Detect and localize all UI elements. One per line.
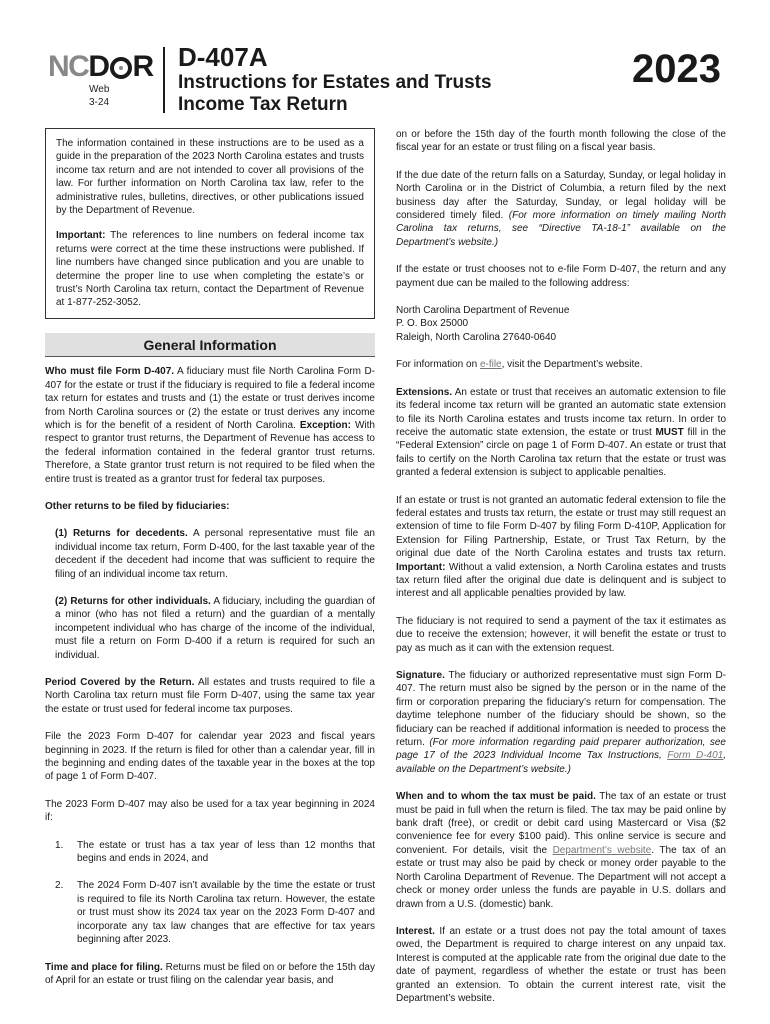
efile-paragraph xyxy=(396,358,726,371)
form-title-line1: Instructions for Estates and Trusts xyxy=(178,72,492,93)
extensions-paragraph xyxy=(396,386,726,480)
intro-paragraph: The information contained in these instructions are to be used as a guide in the preparation of the 2023 North Carolina estates and trusts income tax return and are not intended to cover all provisions of the law. For further information on North Carolina tax law, refer to the administrative rules, bulletins, directives, or other publications issued by the Department of Revenue. xyxy=(56,138,364,217)
exception-lead: Exception: xyxy=(299,419,351,431)
list-text: The estate or trust has a tax year of less than 12 months that begins and ends in 2024, and xyxy=(77,839,375,865)
form-code: D-407A xyxy=(178,42,268,72)
signature-lead: Signature. xyxy=(396,670,445,681)
list-text: The 2024 Form D-407 isn’t available by the time the estate or trust is required to file its North Carolina tax return. However, the estate or trust must show its 2024 tax year on the 2023 Form D-407 and incorporate any tax law changes that are effective for tax years beginning after 2023. xyxy=(77,880,375,946)
other-individuals-lead: (2) Returns for other individuals. xyxy=(55,595,211,607)
extensions-lead: Extensions. xyxy=(396,386,453,398)
section-heading: General Information xyxy=(45,333,375,357)
when-text-2: . The tax of an estate or trust may also be paid by check or money order payable to the North Carolina Department of Revenue. The Department will not accept a check or money order unless the funds are payable in U.S. dollars and drawn from a U.S. (domestic) bank. xyxy=(396,844,726,910)
list-item xyxy=(45,839,375,866)
must-emphasis: MUST xyxy=(655,426,684,438)
important-paragraph xyxy=(56,229,364,309)
form-title xyxy=(178,72,558,116)
address-line: Raleigh, North Carolina 27640-0640 xyxy=(396,331,557,343)
who-must-file xyxy=(45,365,375,486)
no-extension-important: Important: xyxy=(396,561,446,573)
important-lead: Important: xyxy=(56,230,106,242)
no-extension-text-2: Without a valid extension, a North Carolina estates and trusts tax return filed after the original due date is delinquent and is subject to interest and all applicable penalties provided by law. xyxy=(396,561,726,600)
form-title-line2: Income Tax Return xyxy=(178,94,348,115)
mailing-address xyxy=(396,304,726,344)
period-covered xyxy=(45,676,375,716)
who-text: A fiduciary must file North Carolina Form D-407 for the estate or trust if the fiduciary is required to file a federal income tax return for estates and trusts and (1) the estate or trust derives income from North Carolina sources or (2) the estate or trust derives any income which is for the benefit of a resident of North Carolina. xyxy=(45,366,375,431)
signature-text: The fiduciary or authorized representative must sign Form D-407. The return must also be signed by the person or in the name of the firm or corporation preparing the fiduciary’s return for compensation. The daytime telephone number of the fiduciary should be shown, so the fiduciary can be reached if additional information is needed to process the return. xyxy=(396,670,726,749)
important-text: The references to line numbers on federal income tax returns were correct at the time these instructions were published. If line numbers have changed since publication and you are unable to determine the proper line to use when completing the estate’s or trust’s North Carolina tax return, contact the Department of Revenue at 1-877-252-3052. xyxy=(56,230,364,309)
time-and-place xyxy=(45,961,375,988)
address-line: P. O. Box 25000 xyxy=(396,318,469,330)
no-extension-text: If an estate or trust is not granted an automatic federal extension to file the federal estates and trusts tax return, the estate or trust may still request an extension of time to file Form D-407 by filing Form D-410P, Application for Extension for Filing Partnership, Estate, or Trust Tax Return, by the original due date of the North Carolina estates and trusts tax return. xyxy=(396,494,726,560)
efile-post: , visit the Department’s website. xyxy=(501,359,643,371)
when-to-pay-paragraph xyxy=(396,790,726,911)
tax-year: 2023 xyxy=(632,47,721,91)
payment-paragraph: The fiduciary is not required to send a payment of the tax it estimates as due to receive the extension; however, it will benefit the estate or trust to pay as much as it can with the extension request. xyxy=(396,615,726,654)
page-header xyxy=(0,0,770,125)
due-date-text: If the due date of the return falls on a Saturday, Sunday, or legal holiday in North Carolina or in the District of Columbia, a return filed by the next business day after the Saturday, Sunday, or legal holiday will be considered timely filed. xyxy=(396,169,726,222)
signature-note-2: , available on the Department’s website.) xyxy=(396,750,726,775)
right-column xyxy=(396,128,726,1019)
efile-pre: For information on xyxy=(396,359,480,371)
extensions-text: An estate or trust that receives an automatic extension to file its federal income tax return will be granted an automatic state extension to file its North Carolina estates and trusts income tax return. In order to receive the automatic state extension, the estate or trust xyxy=(396,386,726,438)
who-lead: Who must file Form D-407. xyxy=(45,366,175,378)
list-number: 1. xyxy=(55,839,64,851)
mail-paragraph: If the estate or trust chooses not to e-file Form D-407, the return and any payment due can be mailed to the following address: xyxy=(396,264,726,289)
extensions-text-2: fill in the “Federal Extension” circle on page 1 of Form D-407. An estate or trust that fails to certify on the North Carolina tax return that the estate or trust was granted a federal extension is subject to applicable penalties. xyxy=(396,426,726,479)
signature-note: (For more information regarding paid preparer authorization, see page 17 of the 2023 Individual Income Tax Instructions, xyxy=(396,737,726,762)
ncdor-logo: NCD R xyxy=(48,50,153,83)
signature-paragraph xyxy=(396,669,726,776)
efile-link[interactable]: e-file xyxy=(479,359,502,371)
returns-decedents xyxy=(45,527,375,581)
when-lead: When and to whom the tax must be paid. xyxy=(396,791,596,803)
file-2023-paragraph: File the 2023 Form D-407 for calendar year 2023 and fiscal years beginning in 2023. If the return is filed for other than a calendar year, fill in the beginning and ending dates of the taxable year in the boxes at the top of page 1 of Form D-407. xyxy=(45,731,375,783)
web-revision xyxy=(89,83,109,109)
decedents-text: A personal representative must file an individual income tax return, Form D-400, for the last taxable year of the decedent if the decedent had income that was sufficient to require the filing of an individual income tax return. xyxy=(55,528,375,580)
other-returns-heading: Other returns to be filed by fiduciaries: xyxy=(45,500,230,512)
list-item xyxy=(45,879,375,946)
time-lead: Time and place for filing. xyxy=(45,961,163,973)
no-extension-paragraph xyxy=(396,494,726,601)
other-individuals-text: A fiduciary, including the guardian of a minor (who has not filed a return) and the guardian of a mentally incompetent individual who has charge of the income of the individual, must file a return on Form D-400 if a return is required for such an individual. xyxy=(55,595,375,661)
web-label: Web xyxy=(89,84,110,95)
interest-paragraph xyxy=(396,925,726,1005)
also-used-paragraph: The 2023 Form D-407 may also be used for a tax year beginning in 2024 if: xyxy=(45,798,375,824)
department-website-link[interactable]: Department’s website xyxy=(552,844,652,856)
left-column xyxy=(45,128,375,1001)
when-text: The tax of an estate or trust must be paid in full when the return is filed. The tax may be paid online by bank draft (free), or credit or debit card using Mastercard or Visa ($2 convenience fee for every $100 paid). This online service is secure and convenient. For details, visit the xyxy=(396,791,726,856)
address-line: North Carolina Department of Revenue xyxy=(396,305,570,317)
interest-text: If an estate or a trust does not pay the total amount of taxes owed, the Department is required to charge interest on any unpaid tax. Interest is computed at the applicable rate from the original due date to the date of payment, regardless of whether the estate or trust has been granted an extension. To obtain the current interest rate, visit the Department’s website. xyxy=(396,925,726,1004)
revision-date: 3-24 xyxy=(89,97,110,108)
decedents-lead: (1) Returns for decedents. xyxy=(55,528,188,540)
period-lead: Period Covered by the Return. xyxy=(45,677,195,688)
exception-text: With respect to grantor trust returns, the Department of Revenue has access to the federal information contained in the federal grantor trust returns. Therefore, a State grantor trust return is not required to be filed when the entire trust is treated as a grantor trust for federal tax purposes. xyxy=(45,419,375,485)
form-d401-link[interactable]: Form D-401 xyxy=(667,750,724,762)
period-text: All estates and trusts required to file a North Carolina tax return must file Form D-407, using the same tax year the estate or trust used for federal income tax purposes. xyxy=(45,677,375,715)
header-divider xyxy=(163,47,165,113)
due-date-note: (For more information on timely mailing North Carolina tax returns, see “Directive TA-18-1” available on the Department’s website.) xyxy=(396,210,727,248)
interest-lead: Interest. xyxy=(396,925,435,937)
returns-other-individuals xyxy=(45,595,375,662)
due-date-paragraph xyxy=(396,169,726,249)
intro-box xyxy=(45,128,375,319)
time-text: Returns must be filed on or before the 15th day of April for an estate or trust filing on the calendar year basis, and xyxy=(45,961,375,986)
fiscal-continuation: on or before the 15th day of the fourth month following the close of the fiscal year for an estate or trust filing on a fiscal year basis. xyxy=(396,129,726,154)
list-number: 2. xyxy=(55,880,64,892)
